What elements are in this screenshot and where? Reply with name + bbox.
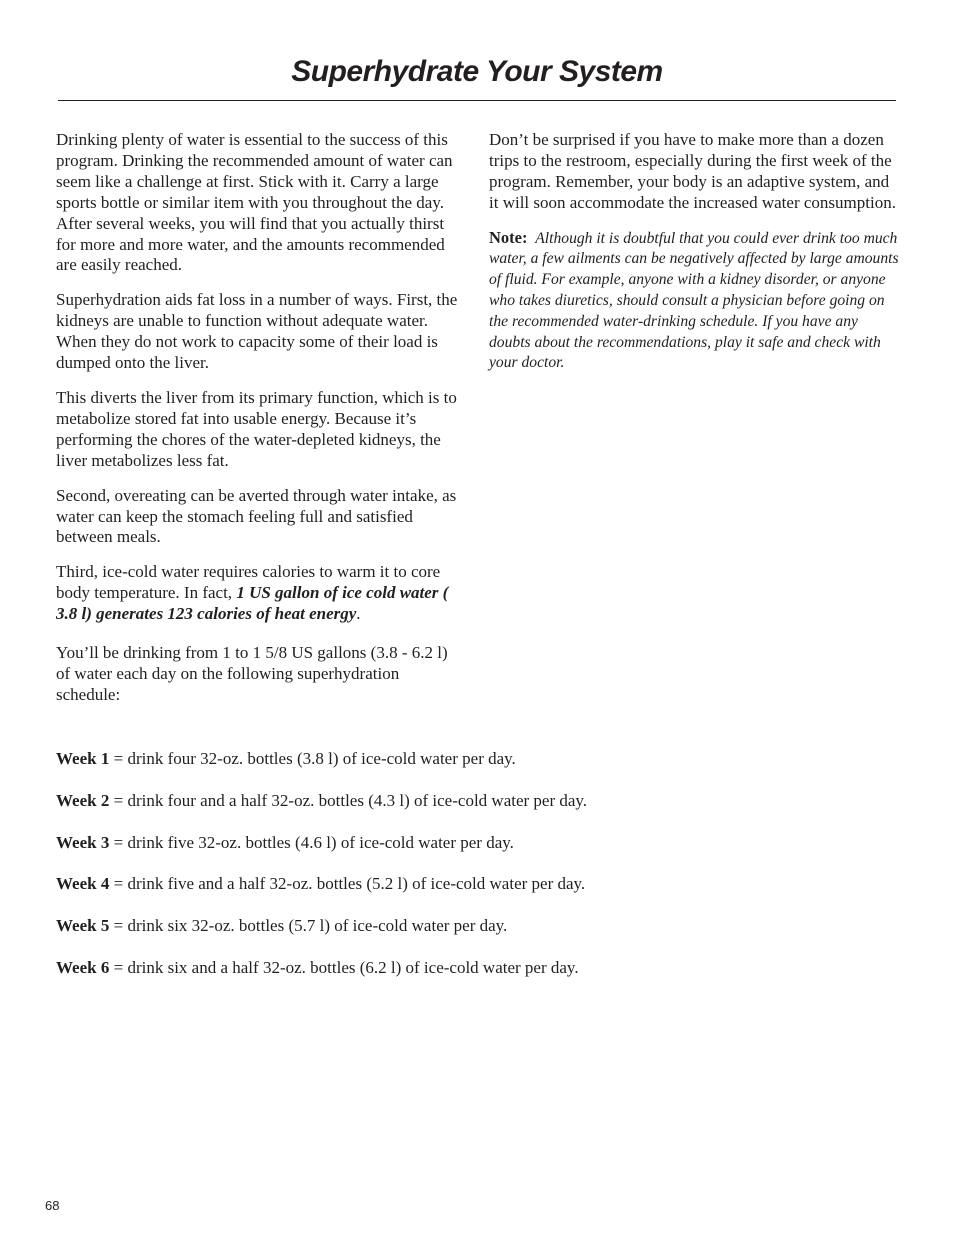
schedule-row bbox=[56, 748, 906, 790]
schedule-row bbox=[56, 873, 906, 915]
week-text: = drink six and a half 32-oz. bottles (6.2 l) of ice-cold water per day. bbox=[109, 957, 579, 977]
week-label: Week 3 bbox=[56, 832, 110, 852]
note-label: Note: bbox=[489, 227, 528, 247]
week-label: Week 1 bbox=[56, 749, 110, 768]
week-label: Week 6 bbox=[56, 957, 110, 977]
week-text: = drink four 32-oz. bottles (3.8 l) of ice-cold water per day. bbox=[109, 749, 516, 768]
schedule-row bbox=[56, 832, 906, 874]
hydration-schedule bbox=[56, 748, 906, 999]
ice-cold-end: . bbox=[356, 604, 361, 624]
week-label: Week 2 bbox=[56, 790, 110, 810]
ice-cold-text: Third, ice-cold water requires calories to warm it to core body temperature. In fact, bbox=[56, 562, 441, 603]
week-label: Week 4 bbox=[56, 874, 110, 894]
week-text: = drink five and a half 32-oz. bottles (5.2 l) of ice-cold water per day. bbox=[109, 874, 586, 894]
week-text: = drink five 32-oz. bottles (4.6 l) of ice-cold water per day. bbox=[109, 832, 514, 852]
ice-cold-emphasis: 1 US gallon of ice cold water ( 3.8 l) generates 123 calories of heat energy bbox=[56, 583, 449, 624]
schedule-row bbox=[56, 957, 906, 999]
note-block bbox=[489, 228, 899, 375]
page-number: 68 bbox=[45, 1198, 60, 1213]
paragraph-intro: Drinking plenty of water is essential to the success of this program. Drinking the recommended amount of water can seem like a challenge at first. Stick with it. Carry a large sports bottle or similar item with you throughout the day. After several weeks, you will find that you actually thirst for more and more water, and the amounts recommended are easily reached. bbox=[56, 130, 453, 275]
note-body: Although it is doubtful that you could ever drink too much water, a few ailments can be negatively affected by large amounts of fluid. For example, anyone with a kidney disorder, or anyone who takes diuretics, should consult a physician before going on the recommended water-drinking schedule. If you have any doubts about the recommendations, play it safe and check with your doctor. bbox=[489, 229, 899, 372]
page-title: Superhydrate Your System bbox=[291, 55, 663, 88]
week-label: Week 5 bbox=[56, 916, 110, 936]
paragraph-liver: This diverts the liver from its primary function, which is to metabolize stored fat into usable energy. Because it’s performing the chores of the water-depleted kidneys, the liver metabolizes less fat. bbox=[56, 387, 457, 470]
right-column bbox=[489, 130, 899, 388]
title-divider bbox=[58, 100, 896, 101]
paragraph-overeating: Second, overeating can be averted through water intake, as water can keep the stomach feeling full and satisfied between meals. bbox=[56, 485, 457, 547]
paragraph-fat-loss: Superhydration aids fat loss in a number of ways. First, the kidneys are unable to function without adequate water. When they do not work to capacity some of their load is dumped onto the liver. bbox=[56, 290, 458, 373]
week-text: = drink six 32-oz. bottles (5.7 l) of ice-cold water per day. bbox=[109, 916, 508, 936]
schedule-row bbox=[56, 790, 906, 832]
paragraph-restroom: Don’t be surprised if you have to make more than a dozen trips to the restroom, especially during the first week of the program. Remember, your body is an adaptive system, and it will soon accommodate the increased water consumption. bbox=[489, 130, 896, 212]
paragraph-ice-cold bbox=[56, 562, 460, 625]
left-column bbox=[56, 130, 460, 720]
paragraph-schedule-intro: You’ll be drinking from 1 to 1 5/8 US gallons (3.8 - 6.2 l) of water each day on the following superhydration schedule: bbox=[56, 643, 448, 704]
schedule-row bbox=[56, 915, 906, 957]
week-text: = drink four and a half 32-oz. bottles (4.3 l) of ice-cold water per day. bbox=[109, 790, 588, 810]
